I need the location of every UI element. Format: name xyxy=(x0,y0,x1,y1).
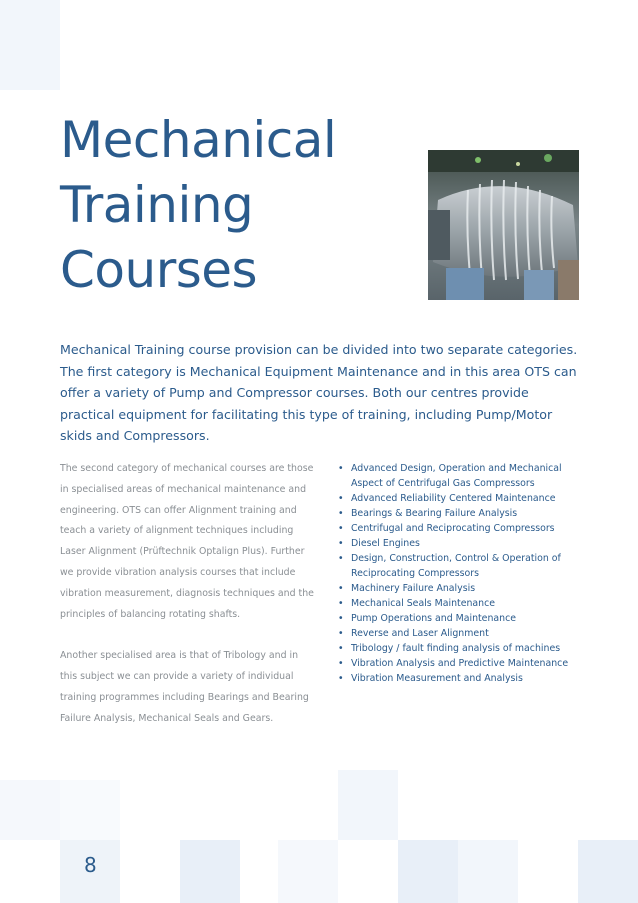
bullet-icon: • xyxy=(338,493,344,504)
course-label: Design, Construction, Control & Operation of Reciprocating Compressors xyxy=(351,553,561,579)
list-item xyxy=(336,551,576,581)
body-column xyxy=(60,459,315,750)
list-item xyxy=(336,611,576,626)
list-item xyxy=(336,521,576,536)
decorative-square xyxy=(578,840,638,903)
body-paragraph: The second category of mechanical courses are those in specialised areas of mechanical maintenance and engineering. OTS can offer Alignment training and teach a variety of alignment techniques including Laser Alignment (Prüftechnik Optalign Plus). Further we provide vibration analysis courses that include vibration measurement, diagnosis techniques and the principles of balancing rotating shafts. xyxy=(60,463,314,620)
bullet-icon: • xyxy=(338,538,344,549)
bullet-icon: • xyxy=(338,658,344,669)
decorative-square xyxy=(458,840,518,903)
title-line: Mechanical xyxy=(60,111,337,169)
compressor-photo xyxy=(428,150,579,300)
list-item xyxy=(336,581,576,596)
bullet-icon: • xyxy=(338,583,344,594)
course-list xyxy=(336,461,576,686)
course-label: Diesel Engines xyxy=(351,538,420,549)
decorative-square xyxy=(278,840,338,903)
decorative-square xyxy=(60,780,120,840)
course-label: Advanced Design, Operation and Mechanical Aspect of Centrifugal Gas Compressors xyxy=(351,463,562,489)
course-label: Advanced Reliability Centered Maintenance xyxy=(351,493,556,504)
list-item xyxy=(336,656,576,671)
course-label: Vibration Measurement and Analysis xyxy=(351,673,523,684)
list-item xyxy=(336,596,576,611)
list-item xyxy=(336,626,576,641)
decorative-square xyxy=(180,840,240,903)
bullet-icon: • xyxy=(338,523,344,534)
bullet-icon: • xyxy=(338,598,344,609)
bullet-icon: • xyxy=(338,643,344,654)
title-line: Courses xyxy=(60,241,258,299)
course-label: Mechanical Seals Maintenance xyxy=(351,598,496,609)
list-item xyxy=(336,536,576,551)
course-label: Bearings & Bearing Failure Analysis xyxy=(351,508,518,519)
bullet-icon: • xyxy=(338,613,344,624)
list-item xyxy=(336,461,576,491)
compressor-illustration xyxy=(428,150,579,300)
intro-paragraph: Mechanical Training course provision can be divided into two separate categories. The first category is Mechanical Equipment Maintenance and in this area OTS can offer a variety of Pump and Compressor courses. Both our centres provide practical equipment for facilitating this type of training, including Pump/Motor skids and Compressors. xyxy=(60,342,578,444)
list-item xyxy=(336,671,576,686)
page-number: 8 xyxy=(84,853,97,877)
course-label: Centrifugal and Reciprocating Compressors xyxy=(351,523,555,534)
decorative-square xyxy=(0,0,60,90)
decorative-square xyxy=(0,780,60,840)
course-label: Pump Operations and Maintenance xyxy=(351,613,517,624)
course-label: Reverse and Laser Alignment xyxy=(351,628,489,639)
bullet-icon: • xyxy=(338,508,344,519)
decorative-square xyxy=(398,840,458,903)
bullet-icon: • xyxy=(338,628,344,639)
list-item xyxy=(336,641,576,656)
course-label: Vibration Analysis and Predictive Maintenance xyxy=(351,658,569,669)
course-label: Machinery Failure Analysis xyxy=(351,583,476,594)
page-title xyxy=(60,108,336,303)
course-label: Tribology / fault finding analysis of machines xyxy=(351,643,561,654)
title-line: Training xyxy=(60,176,254,234)
bullet-icon: • xyxy=(338,673,344,684)
list-item xyxy=(336,506,576,521)
bullet-icon: • xyxy=(338,463,344,474)
bullet-icon: • xyxy=(338,553,344,564)
list-item xyxy=(336,491,576,506)
body-paragraph: Another specialised area is that of Tribology and in this subject we can provide a variety of individual training programmes including Bearings and Bearing Failure Analysis, Mechanical Seals and Gears. xyxy=(60,650,309,724)
decorative-square xyxy=(338,770,398,840)
